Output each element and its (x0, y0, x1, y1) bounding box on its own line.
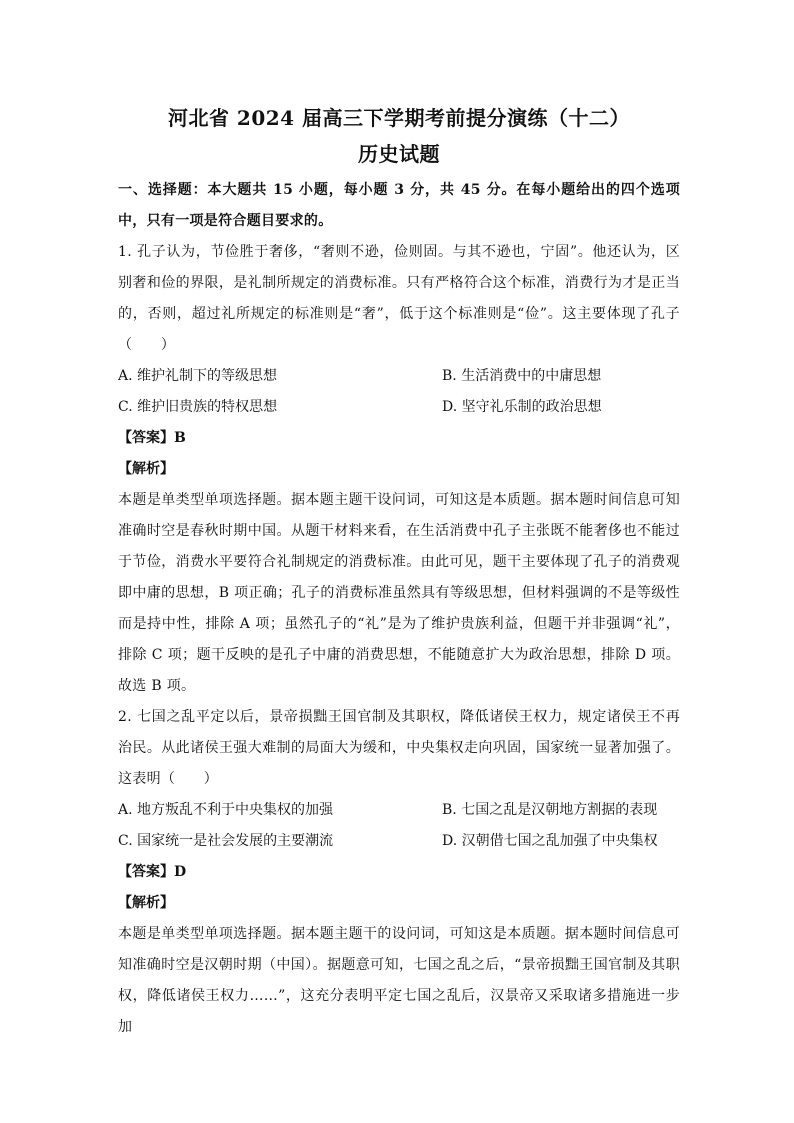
analysis-label: 【解析】 (118, 895, 174, 911)
analysis-label: 【解析】 (118, 461, 174, 477)
options-grid (118, 795, 680, 857)
option-c: C. 国家统一是社会发展的主要潮流 (118, 833, 334, 849)
analysis-text: 本题是单类型单项选择题。据本题主题干设问词，可知这是本质题。据本题时间信息可知准确时空是春秋时期中国。从题干材料来看，在生活消费中孔子主张既不能奢侈也不能过于节俭，消费水平要符合礼制规定的消费标准。由此可见，题干主要体现了孔子的消费观即中庸的思想，B 项正确；孔子的消费标准虽然具有等级思想，但材料强调的不是等级性而是持中性，排除 A 项；虽然孔子的“礼”是为了维护贵族利益，但题干并非强调“礼”，排除 C 项；题干反映的是孔子中庸的消费思想，不能随意扩大为政治思想，排除 D 项。故选 B 项。 (118, 492, 680, 694)
page-subtitle: 历史试题 (358, 142, 440, 166)
option-c: C. 维护旧贵族的特权思想 (118, 399, 278, 415)
page-content (118, 103, 680, 1043)
option-a: A. 维护礼制下的等级思想 (118, 368, 278, 384)
option-a: A. 地方叛乱不利于中央集权的加强 (118, 802, 334, 818)
question-2 (118, 702, 680, 1043)
question-stem: 1. 孔子认为，节俭胜于奢侈，“奢则不逊，俭则固。与其不逊也，宁固”。他还认为，区别奢和俭的界限，是礼制所规定的消费标准。只有严格符合这个标准，消费行为才是正当的，否则，超过礼所规定的标准则是“奢”，低于这个标准则是“俭”。这主要体现了孔子（ ） (118, 244, 680, 353)
page-title: 河北省 2024 届高三下学期考前提分演练（十二） (167, 106, 631, 130)
option-d: D. 汉朝借七国之乱加强了中央集权 (442, 833, 658, 849)
option-d: D. 坚守礼乐制的政治思想 (442, 399, 602, 415)
section-heading: 一、选择题：本大题共 15 小题，每小题 3 分，共 45 分。在每小题给出的四个选项中，只有一项是符合题目要求的。 (118, 182, 680, 229)
question-stem: 2. 七国之乱平定以后，景帝损黜王国官制及其职权，降低诸侯王权力，规定诸侯王不再治民。从此诸侯王强大难制的局面大为缓和，中央集权走向巩固，国家统一显著加强了。这表明（ ） (118, 709, 680, 787)
answer-label: 【答案】B (118, 430, 186, 446)
options-grid (118, 361, 680, 423)
question-1 (118, 237, 680, 702)
option-b: B. 生活消费中的中庸思想 (442, 368, 602, 384)
answer-label: 【答案】D (118, 864, 187, 880)
analysis-text: 本题是单类型单项选择题。据本题主题干的设问词，可知这是本质题。据本题时间信息可知准确时空是汉朝时期（中国）。据题意可知，七国之乱之后，“景帝损黜王国官制及其职权，降低诸侯王权力……”，这充分表明平定七国之乱后，汉景帝又采取诸多措施进一步加 (118, 926, 680, 1035)
option-b: B. 七国之乱是汉朝地方割据的表现 (442, 802, 658, 818)
